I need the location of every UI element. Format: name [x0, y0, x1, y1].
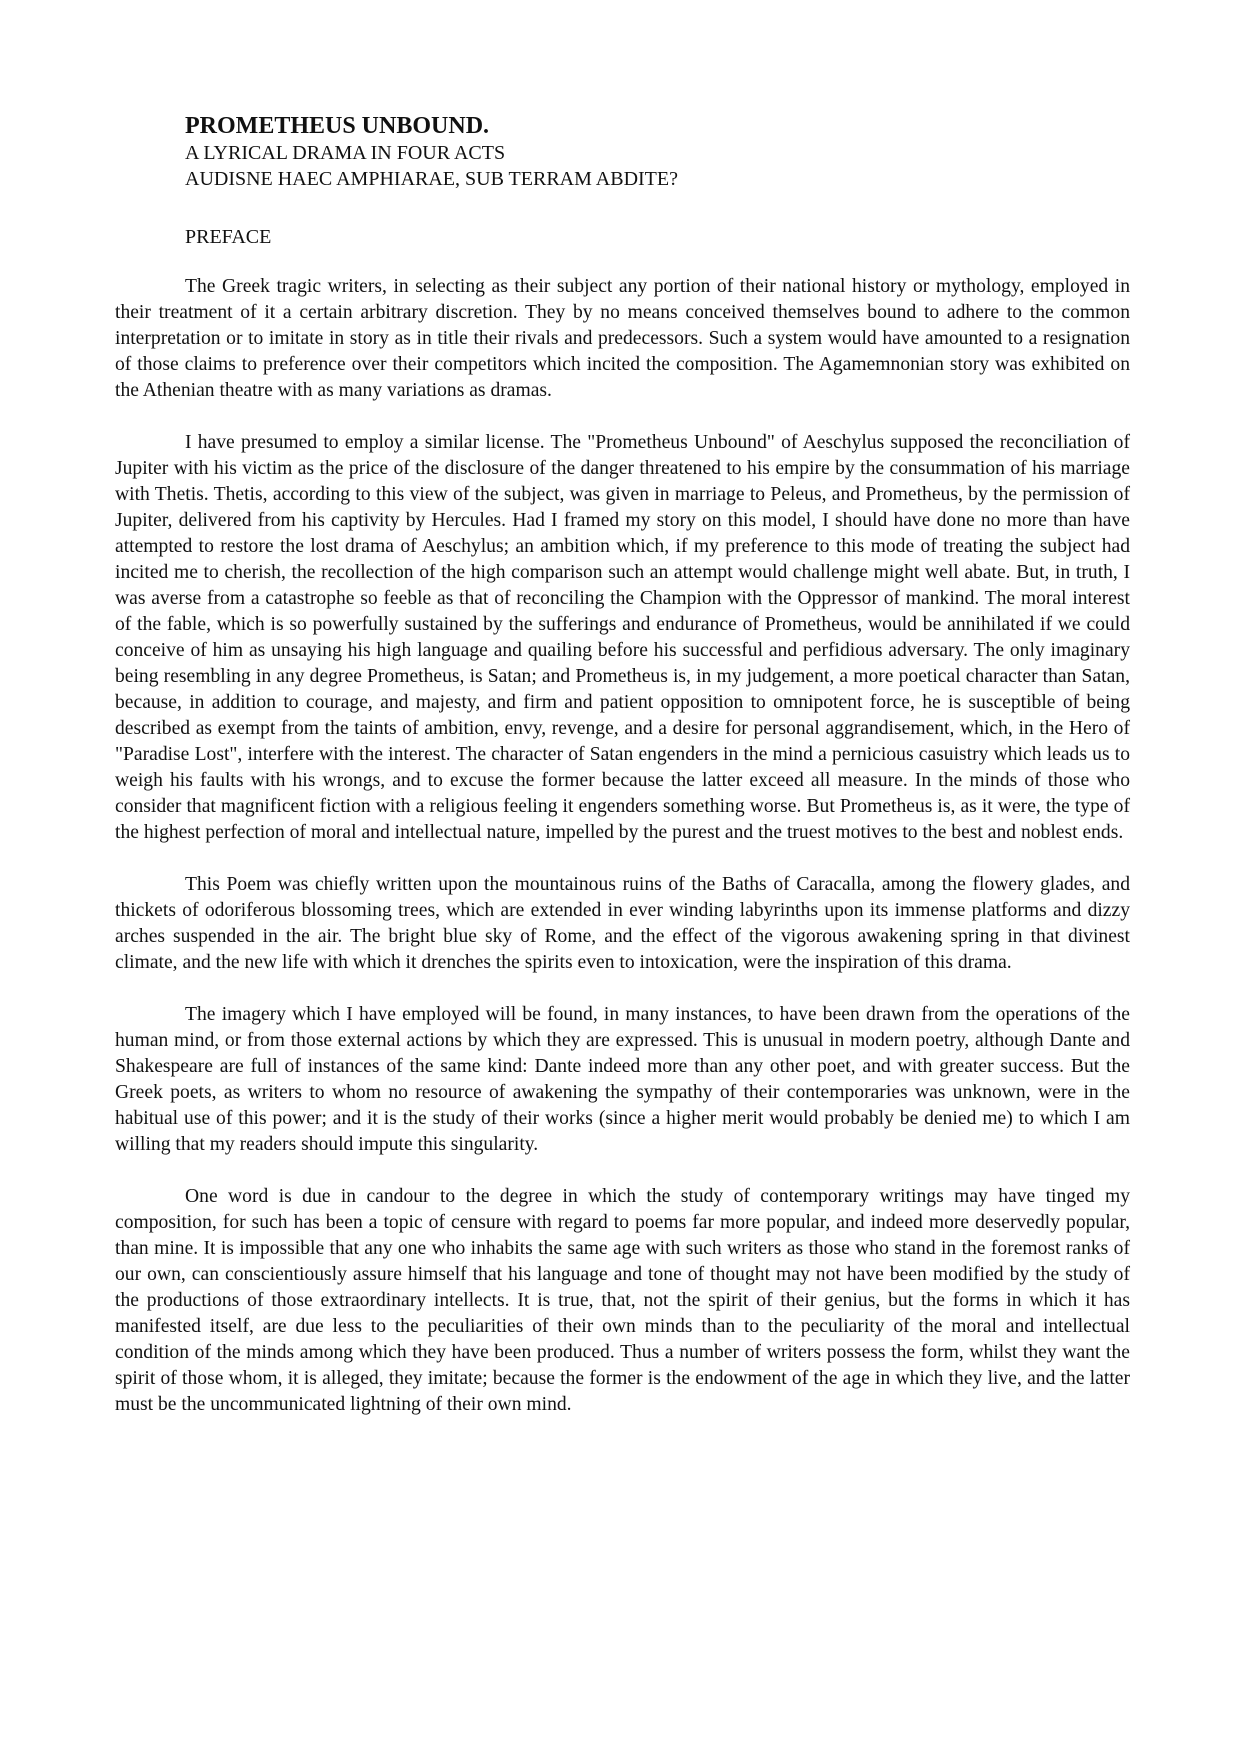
- preface-body: [115, 274, 1130, 1444]
- document-header: [185, 112, 1085, 192]
- paragraph: I have presumed to employ a similar license. The "Prometheus Unbound" of Aeschylus supposed the reconciliation of Jupiter with his victim as the price of the disclosure of the danger threatened to his empire by the consummation of his marriage with Thetis. Thetis, according to this view of the subject, was given in marriage to Peleus, and Prometheus, by the permission of Jupiter, delivered from his captivity by Hercules. Had I framed my story on this model, I should have done no more than have attempted to restore the lost drama of Aeschylus; an ambition which, if my preference to this mode of treating the subject had incited me to cherish, the recollection of the high comparison such an attempt would challenge might well abate. But, in truth, I was averse from a catastrophe so feeble as that of reconciling the Champion with the Oppressor of mankind. The moral interest of the fable, which is so powerfully sustained by the sufferings and endurance of Prometheus, would be annihilated if we could conceive of him as unsaying his high language and quailing before his successful and perfidious adversary. The only imaginary being resembling in any degree Prometheus, is Satan; and Prometheus is, in my judgement, a more poetical character than Satan, because, in addition to courage, and majesty, and firm and patient opposition to omnipotent force, he is susceptible of being described as exempt from the taints of ambition, envy, revenge, and a desire for personal aggrandisement, which, in the Hero of "Paradise Lost", interfere with the interest. The character of Satan engenders in the mind a pernicious casuistry which leads us to weigh his faults with his wrongs, and to excuse the former because the latter exceed all measure. In the minds of those who consider that magnificent fiction with a religious feeling it engenders something worse. But Prometheus is, as it were, the type of the highest perfection of moral and intellectual nature, impelled by the purest and the truest motives to the best and noblest ends.: [115, 432, 1130, 843]
- document-subtitle: A LYRICAL DRAMA IN FOUR ACTS: [185, 142, 506, 164]
- document-title: PROMETHEUS UNBOUND.: [185, 113, 490, 139]
- document-epigraph: AUDISNE HAEC AMPHIARAE, SUB TERRAM ABDITE?: [185, 168, 678, 190]
- paragraph: One word is due in candour to the degree in which the study of contemporary writings may have tinged my composition, for such has been a topic of censure with regard to poems far more popular, and indeed more deservedly popular, than mine. It is impossible that any one who inhabits the same age with such writers as those who stand in the foremost ranks of our own, can conscientiously assure himself that his language and tone of thought may not have been modified by the study of the productions of those extraordinary intellects. It is true, that, not the spirit of their genius, but the forms in which it has manifested itself, are due less to the peculiarities of their own minds than to the peculiarity of the moral and intellectual condition of the minds among which they have been produced. Thus a number of writers possess the form, whilst they want the spirit of those whom, it is alleged, they imitate; because the former is the endowment of the age in which they live, and the latter must be the uncommunicated lightning of their own mind.: [115, 1186, 1130, 1415]
- paragraph: The Greek tragic writers, in selecting as their subject any portion of their national history or mythology, employed in their treatment of it a certain arbitrary discretion. They by no means conceived themselves bound to adhere to the common interpretation or to imitate in story as in title their rivals and predecessors. Such a system would have amounted to a resignation of those claims to preference over their competitors which incited the composition. The Agamemnonian story was exhibited on the Athenian theatre with as many variations as dramas.: [115, 276, 1130, 401]
- preface-heading: PREFACE: [185, 226, 272, 248]
- paragraph: The imagery which I have employed will be found, in many instances, to have been drawn from the operations of the human mind, or from those external actions by which they are expressed. This is unusual in modern poetry, although Dante and Shakespeare are full of instances of the same kind: Dante indeed more than any other poet, and with greater success. But the Greek poets, as writers to whom no resource of awakening the sympathy of their contemporaries was unknown, were in the habitual use of this power; and it is the study of their works (since a higher merit would probably be denied me) to which I am willing that my readers should impute this singularity.: [115, 1004, 1130, 1155]
- paragraph: This Poem was chiefly written upon the mountainous ruins of the Baths of Caracalla, among the flowery glades, and thickets of odoriferous blossoming trees, which are extended in ever winding labyrinths upon its immense platforms and dizzy arches suspended in the air. The bright blue sky of Rome, and the effect of the vigorous awakening spring in that divinest climate, and the new life with which it drenches the spirits even to intoxication, were the inspiration of this drama.: [115, 874, 1130, 973]
